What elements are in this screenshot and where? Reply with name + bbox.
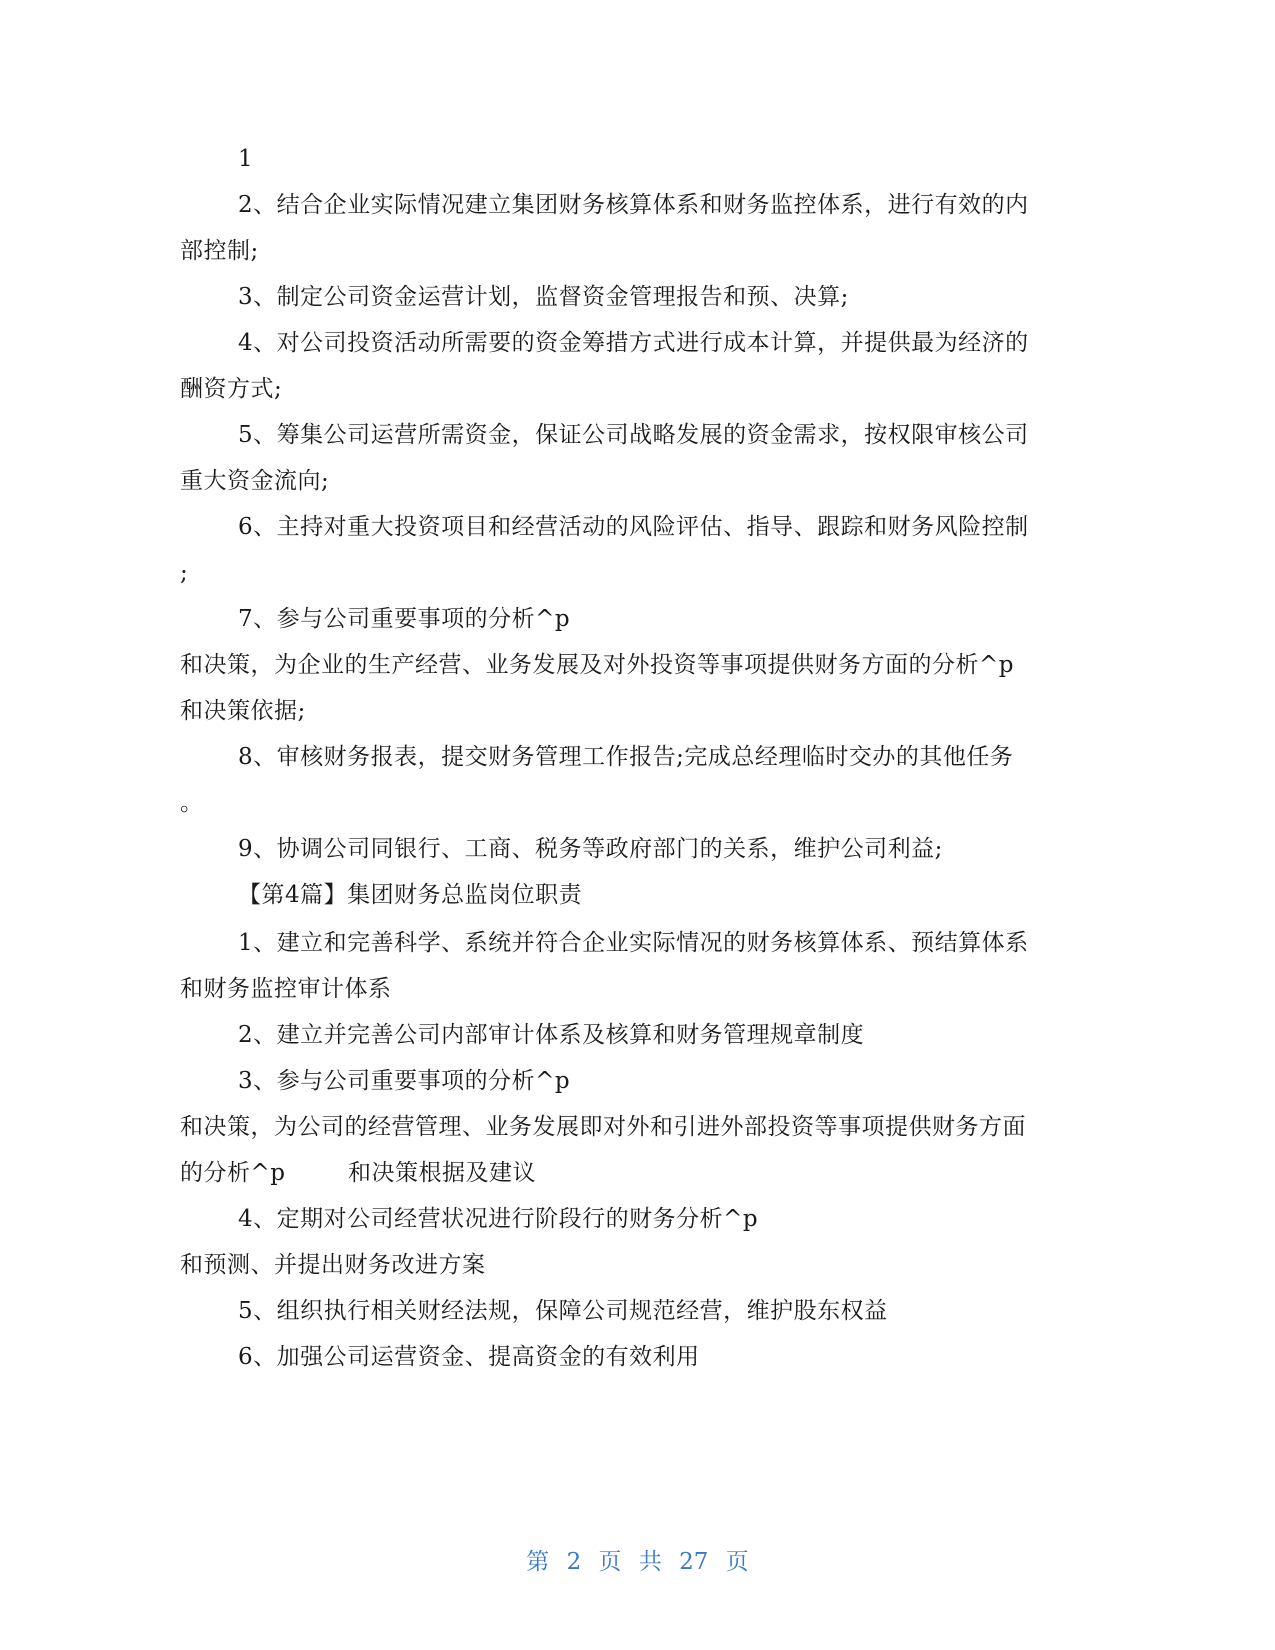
text-line: 3、制定公司资金运营计划，监督资金管理报告和预、决算;	[238, 284, 849, 310]
text-line: 部控制;	[180, 238, 259, 264]
text-line: 4、定期对公司经营状况进行阶段行的财务分析^p	[238, 1206, 759, 1232]
text-line: 和决策，为企业的生产经营、业务发展及对外投资等事项提供财务方面的分析^p	[180, 652, 1014, 678]
text-line: 。	[180, 790, 204, 816]
text-line: 和决策依据;	[180, 698, 306, 724]
text-line: ;	[180, 560, 189, 586]
text-line: 和财务监控审计体系	[180, 976, 392, 1002]
text-line: 3、参与公司重要事项的分析^p	[238, 1068, 571, 1094]
text-line: 酬资方式;	[180, 376, 283, 402]
text-line: 1、建立和完善科学、系统并符合企业实际情况的财务核算体系、预结算体系	[238, 930, 1029, 956]
text-line: 6、加强公司运营资金、提高资金的有效利用	[238, 1344, 700, 1370]
text-line: 8、审核财务报表，提交财务管理工作报告;完成总经理临时交办的其他任务	[238, 744, 1014, 770]
section-heading: 【第4篇】集团财务总监岗位职责	[238, 882, 583, 908]
text-line: 9、协调公司同银行、工商、税务等政府部门的关系，维护公司利益;	[238, 836, 943, 862]
text-line: 4、对公司投资活动所需要的资金筹措方式进行成本计算，并提供最为经济的	[238, 330, 1029, 356]
text-line: 7、参与公司重要事项的分析^p	[238, 606, 571, 632]
text-line: 6、主持对重大投资项目和经营活动的风险评估、指导、跟踪和财务风险控制	[238, 514, 1029, 540]
text-line: 5、筹集公司运营所需资金，保证公司战略发展的资金需求，按权限审核公司	[238, 422, 1029, 448]
text-line: 的分析^p 和决策根据及建议	[180, 1160, 536, 1186]
text-line: 1	[238, 146, 254, 172]
text-line: 和决策，为公司的经营管理、业务发展即对外和引进外部投资等事项提供财务方面	[180, 1114, 1026, 1140]
text-line: 重大资金流向;	[180, 468, 330, 494]
text-line: 2、建立并完善公司内部审计体系及核算和财务管理规章制度	[238, 1022, 865, 1048]
page-number-footer: 第 2 页 共 27 页	[526, 1549, 749, 1575]
text-line: 5、组织执行相关财经法规，保障公司规范经营，维护股东权益	[238, 1298, 888, 1324]
text-line: 2、结合企业实际情况建立集团财务核算体系和财务监控体系，进行有效的内	[238, 192, 1029, 218]
text-line: 和预测、并提出财务改进方案	[180, 1252, 486, 1278]
